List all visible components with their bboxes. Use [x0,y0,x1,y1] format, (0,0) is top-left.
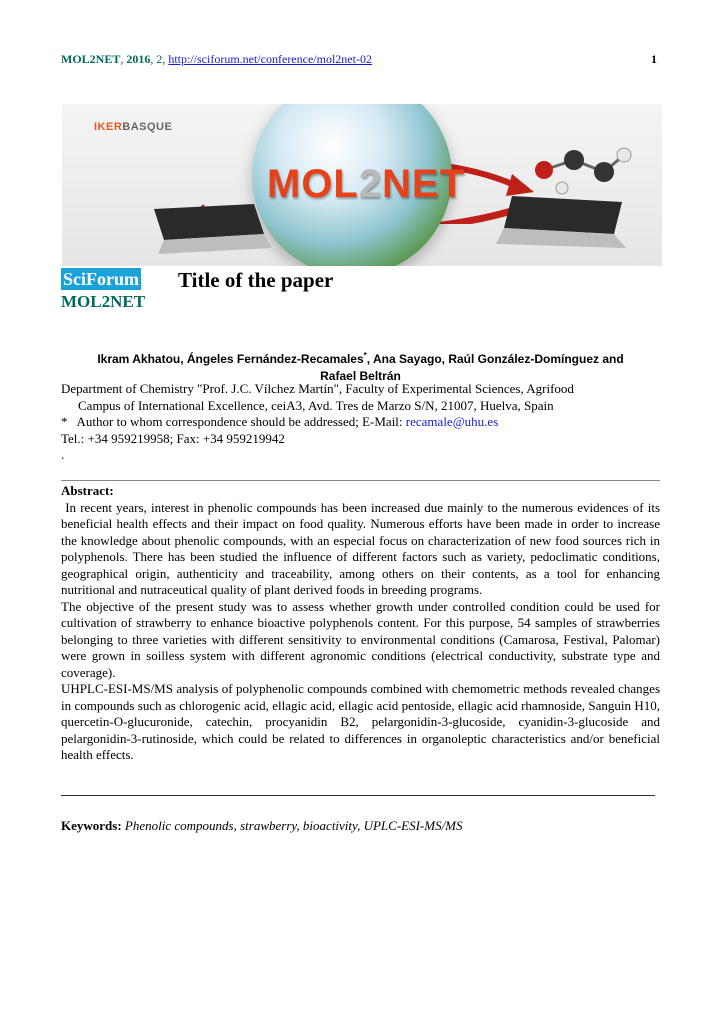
abstract-paragraph: In recent years, interest in phenolic compounds has been increased due mainly to the numerous evidences of its beneficial health effects and their impact on food quality. Numerous efforts have been made in order to increase the knowledge about phenolic compounds, with an especial focus on characterization of new food sources rich in polyphenols. There has been studied the influence of different factors such as variety, pedoclimatic conditions, geographical origin, authenticity and traceability, among others on their contents, as a tool for enhancing nutritional and nutraceutical quality of plant derived foods in breeding programs. [61,499,661,597]
journal-year: 2016 [126,52,151,66]
email-link[interactable]: recamale@uhu.es [405,414,499,429]
page-number: 1 [651,52,657,66]
laptop-left-icon [144,204,274,254]
separator-dot: . [61,447,65,462]
running-header: MOL2NET, 2016, 2, http://sciforum.net/conference/mol2net-02 1 [61,52,657,66]
abstract-paragraph: UHPLC-ESI-MS/MS analysis of polyphenolic compounds combined with chemometric methods revealed changes in compounds such as chlorogenic acid, ellagic acid, ellagic acid pentoside, ellagic acid rhamnoside, Sanguin H10, quercetin-O-glucuronide, catechin, procyanidin B2, pelargonidin-3-glucoside, cyanidin-3-glucoside and pelargonidin-3-rutinoside, which could be related to differences in organoleptic characteristics and/or beneficial health effects. [61,681,660,762]
journal-name: MOL2NET [61,52,121,66]
abstract-section [61,483,660,764]
correspondence-line: * Author to whom correspondence should be addressed; E-Mail: recamale@uhu.es [61,414,499,429]
mol2net-logo: MOL2NET [267,162,466,206]
mol2net-banner [62,104,662,266]
paper-title: Title of the paper [178,268,334,292]
laptop-right-icon [492,196,632,252]
keywords-value: Phenolic compounds, strawberry, bioactivity, UPLC-ESI-MS/MS [124,818,463,833]
molecule-icon [524,140,634,200]
sciforum-badge: SciForum [63,269,139,289]
divider [61,480,660,481]
affiliation-line: Campus of International Excellence, ceiA3, Avd. Tres de Marzo S/N, 21007, Huelva, Spain [78,397,554,413]
keywords-line [61,818,463,834]
divider [61,795,655,796]
affiliation-line: Department of Chemistry "Prof. J.C. Vílchez Martín", Faculty of Experimental Sciences, Agrifood [61,381,574,396]
keywords-label: Keywords: [61,818,122,833]
journal-volume: 2 [156,52,163,66]
abstract-paragraph: The objective of the present study was to assess whether growth under controlled condition could be used for cultivation of strawberry to enhance bioactive polyphenols content. For this purpose, 54 samples of strawberries belonging to three varieties with different sensitivity to environmental conditions (Camarosa, Festival, Palomar) were grown in soilless system with different agronomic conditions (electrical conductivity, substrate type and coverage). [61,598,660,680]
affiliation-block [61,381,661,464]
mol2net-label: MOL2NET [61,292,146,311]
abstract-heading: Abstract: [61,483,114,498]
author-list: Ikram Akhatou, Ángeles Fernández-Recamales*, Ana Sayago, Raúl González-Domínguez and Rafael Beltrán [97,351,624,383]
ikerbasque-logo: IKERBASQUE [94,121,173,133]
phone-line: Tel.: +34 959219958; Fax: +34 959219942 [61,430,285,446]
conference-link[interactable]: http://sciforum.net/conference/mol2net-02 [168,52,372,66]
